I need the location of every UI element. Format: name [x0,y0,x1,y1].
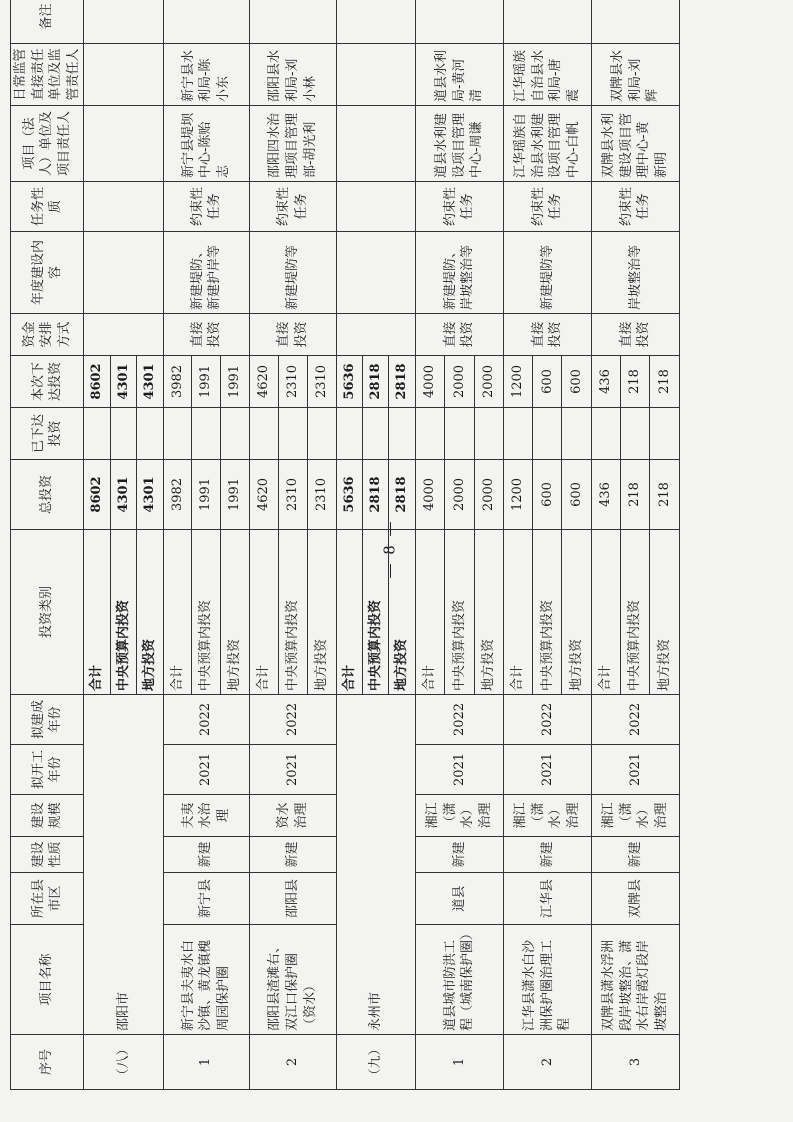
project-scale: 夫夷水治理 [163,795,250,837]
issued-cell [591,408,620,460]
issued-cell [415,408,444,460]
table-row [591,0,620,1090]
project-supervisor: 江华瑶族自治县水利局-唐震 [503,44,591,106]
project-finish: 2022 [591,695,679,745]
header-supervisor: 日常监管直接责任单位及监管责任人 [11,44,84,106]
project-content: 岸坡整治等 [591,232,679,314]
total-cell: 2000 [445,460,474,530]
inv-type-cell: 地方投资 [562,530,591,695]
table-row [503,0,532,1090]
this-issue-cell: 2818 [363,356,389,408]
project-method: 直接投资 [591,314,679,356]
header-name: 项目名称 [11,925,84,1035]
inv-type-cell: 地方投资 [474,530,503,695]
project-scale: 湘江（潇水）治理 [503,795,591,837]
project-task: 约束性任务 [503,182,591,232]
group-owner-cell [336,106,415,182]
project-start: 2021 [163,745,250,795]
project-finish: 2022 [250,695,337,745]
issued-cell [221,408,250,460]
inv-type-cell: 地方投资 [221,530,250,695]
group-supervisor-cell [336,44,415,106]
inv-type-cell: 中央预算内投资 [192,530,221,695]
total-cell: 1991 [221,460,250,530]
project-scale: 湘江（潇水）治理 [415,795,503,837]
group-seq: （九） [336,1035,415,1090]
project-owner: 邵阳四水治理项目管理部-胡光利 [250,106,337,182]
project-scale: 资水治理 [250,795,337,837]
project-content: 新建堤防、岸坡整治等 [415,232,503,314]
project-owner: 双牌县水利建设项目管理中心-黄新明 [591,106,679,182]
header-remark: 备注 [11,0,84,44]
project-nature: 新建 [591,837,679,873]
project-method: 直接投资 [250,314,337,356]
project-scale: 湘江（潇水）治理 [591,795,679,837]
header-method: 资金安排方式 [11,314,84,356]
inv-type-cell: 合计 [591,530,620,695]
group-supervisor-cell [84,44,163,106]
total-cell: 218 [621,460,650,530]
header-seq: 序号 [11,1035,84,1090]
project-supervisor: 道县水利局-黄河清 [415,44,503,106]
total-cell: 1200 [503,460,532,530]
project-task: 约束性任务 [250,182,337,232]
total-cell: 436 [591,460,620,530]
this-issue-cell: 2000 [445,356,474,408]
inv-type-cell: 中央预算内投资 [278,530,307,695]
issued-cell [84,408,110,460]
group-remark-cell [336,0,415,44]
inv-type-cell: 中央预算内投资 [363,530,389,695]
group-method-cell [84,314,163,356]
total-cell: 2818 [389,460,415,530]
group-owner-cell [84,106,163,182]
project-name: 双牌县潇水浮洲段岸坡整治、潇水右岸霞灯段岸坡整治 [591,925,679,1035]
issued-cell [445,408,474,460]
project-content: 新建堤防等 [503,232,591,314]
project-method: 直接投资 [415,314,503,356]
inv-type-cell: 合计 [250,530,279,695]
inv-type-cell: 中央预算内投资 [533,530,562,695]
project-owner: 道县水利建设项目管理中心-周谦 [415,106,503,182]
header-start: 拟开工年份 [11,745,84,795]
project-remark [163,0,250,44]
project-owner: 江华瑶族自治县水利建设项目管理中心-白帆 [503,106,591,182]
total-cell: 600 [562,460,591,530]
total-cell: 3982 [163,460,192,530]
total-cell: 4301 [137,460,163,530]
project-start: 2021 [591,745,679,795]
this-issue-cell: 4620 [250,356,279,408]
issued-cell [363,408,389,460]
header-total: 总投资 [11,460,84,530]
group-seq: （八） [84,1035,163,1090]
header-scale: 建设规模 [11,795,84,837]
issued-cell [163,408,192,460]
inv-type-cell: 地方投资 [389,530,415,695]
header-content: 年度建设内容 [11,232,84,314]
total-cell: 1991 [192,460,221,530]
this-issue-cell: 1200 [503,356,532,408]
inv-type-cell: 合计 [84,530,110,695]
header-finish: 拟建成年份 [11,695,84,745]
header-inv-type: 投资类别 [11,530,84,695]
project-start: 2021 [503,745,591,795]
project-nature: 新建 [415,837,503,873]
project-finish: 2022 [415,695,503,745]
total-cell: 4000 [415,460,444,530]
project-seq: 1 [163,1035,250,1090]
inv-type-cell: 地方投资 [307,530,336,695]
this-issue-cell: 2310 [278,356,307,408]
total-cell: 2310 [307,460,336,530]
inv-type-cell: 中央预算内投资 [110,530,136,695]
this-issue-cell: 2000 [474,356,503,408]
total-cell: 600 [533,460,562,530]
project-seq: 1 [415,1035,503,1090]
table-row [250,0,279,1090]
project-finish: 2022 [163,695,250,745]
project-start: 2021 [415,745,503,795]
header-nature: 建设性质 [11,837,84,873]
project-county: 双牌县 [591,873,679,925]
issued-cell [307,408,336,460]
total-cell: 5636 [336,460,362,530]
project-seq: 2 [503,1035,591,1090]
project-supervisor: 双牌县水利局-刘辉 [591,44,679,106]
this-issue-cell: 4301 [137,356,163,408]
project-owner: 新宁县堤坝中心-陈贻志 [163,106,250,182]
header-county: 所在县市区 [11,873,84,925]
issued-cell [137,408,163,460]
this-issue-cell: 1991 [192,356,221,408]
project-start: 2021 [250,745,337,795]
header-owner: 项目（法人）单位及项目责任人 [11,106,84,182]
inv-type-cell: 合计 [163,530,192,695]
this-issue-cell: 1991 [221,356,250,408]
this-issue-cell: 2310 [307,356,336,408]
table-row [163,0,192,1090]
total-cell: 2310 [278,460,307,530]
group-row [84,0,110,1090]
this-issue-cell: 3982 [163,356,192,408]
project-task: 约束性任务 [415,182,503,232]
group-remark-cell [84,0,163,44]
project-name: 邵阳县渣滩右、双江口保护圈（资水） [250,925,337,1035]
rotated-table-container [10,3,680,1090]
issued-cell [278,408,307,460]
project-method: 直接投资 [163,314,250,356]
header-task: 任务性质 [11,182,84,232]
project-content: 新建堤防、新建护岸等 [163,232,250,314]
issued-cell [250,408,279,460]
issued-cell [533,408,562,460]
project-seq: 2 [250,1035,337,1090]
project-county: 江华县 [503,873,591,925]
issued-cell [562,408,591,460]
project-content: 新建堤防等 [250,232,337,314]
issued-cell [336,408,362,460]
project-name: 江华县潇水白沙洲保护圈治理工程 [503,925,591,1035]
issued-cell [474,408,503,460]
this-issue-cell: 8602 [84,356,110,408]
project-county: 新宁县 [163,873,250,925]
issued-cell [192,408,221,460]
project-county: 道县 [415,873,503,925]
this-issue-cell: 5636 [336,356,362,408]
group-content-cell [84,232,163,314]
group-name: 永州市 [336,695,415,1035]
page-number: — 8 — [380,519,399,579]
project-remark [250,0,337,44]
inv-type-cell: 合计 [415,530,444,695]
issued-cell [650,408,680,460]
inv-type-cell: 中央预算内投资 [445,530,474,695]
issued-cell [503,408,532,460]
issued-cell [110,408,136,460]
group-content-cell [336,232,415,314]
header-issued: 已下达投资 [11,408,84,460]
group-name: 邵阳市 [84,695,163,1035]
total-cell: 2818 [363,460,389,530]
project-supervisor: 邵阳县水利局-刘小林 [250,44,337,106]
project-nature: 新建 [250,837,337,873]
this-issue-cell: 436 [591,356,620,408]
inv-type-cell: 合计 [336,530,362,695]
total-cell: 2000 [474,460,503,530]
project-name: 道县城市防洪工程（城南保护圈） [415,925,503,1035]
this-issue-cell: 4301 [110,356,136,408]
issued-cell [621,408,650,460]
inv-type-cell: 地方投资 [650,530,680,695]
project-remark [503,0,591,44]
total-cell: 8602 [84,460,110,530]
group-row [336,0,362,1090]
inv-type-cell: 地方投资 [137,530,163,695]
project-seq: 3 [591,1035,679,1090]
this-issue-cell: 218 [621,356,650,408]
project-nature: 新建 [503,837,591,873]
project-nature: 新建 [163,837,250,873]
project-remark [591,0,679,44]
this-issue-cell: 600 [562,356,591,408]
this-issue-cell: 4000 [415,356,444,408]
group-task-cell [336,182,415,232]
group-task-cell [84,182,163,232]
header-row [11,0,84,1090]
project-remark [415,0,503,44]
inv-type-cell: 中央预算内投资 [621,530,650,695]
total-cell: 4301 [110,460,136,530]
project-name: 新宁县夫夷水白沙镇、黄龙镇槐周园保护圈 [163,925,250,1035]
issued-cell [389,408,415,460]
this-issue-cell: 218 [650,356,680,408]
project-task: 约束性任务 [591,182,679,232]
header-this-issue: 本次下达投资 [11,356,84,408]
inv-type-cell: 合计 [503,530,532,695]
this-issue-cell: 2818 [389,356,415,408]
this-issue-cell: 600 [533,356,562,408]
project-finish: 2022 [503,695,591,745]
investment-table [10,0,680,1090]
table-row [415,0,444,1090]
project-task: 约束性任务 [163,182,250,232]
project-method: 直接投资 [503,314,591,356]
group-method-cell [336,314,415,356]
project-county: 邵阳县 [250,873,337,925]
project-supervisor: 新宁县水利局-陈小东 [163,44,250,106]
total-cell: 218 [650,460,680,530]
total-cell: 4620 [250,460,279,530]
